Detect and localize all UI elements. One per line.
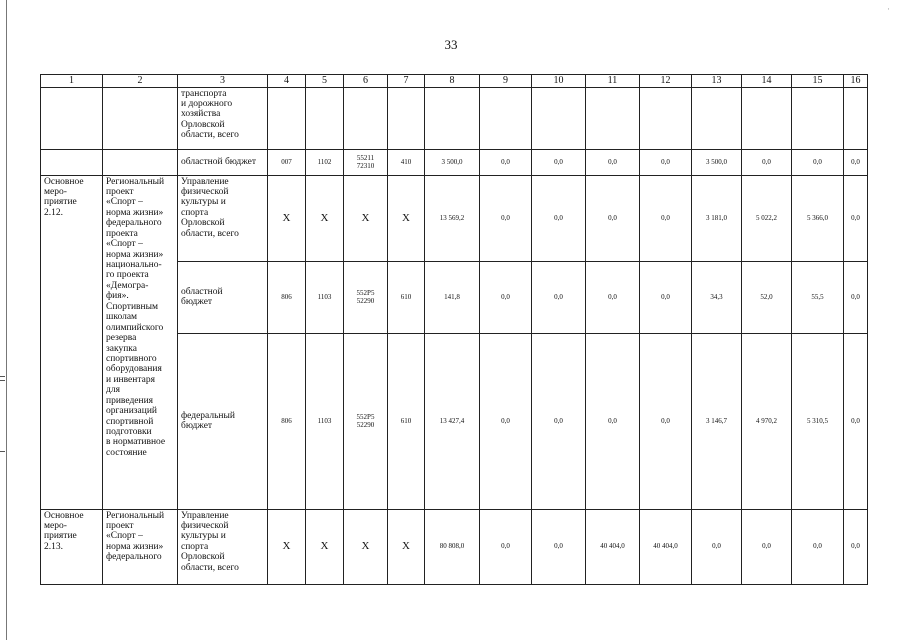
- cell-value: 0,0: [532, 261, 586, 333]
- table-row: [41, 509, 868, 584]
- cell-value: 806: [268, 261, 306, 333]
- cell-value: 13 569,2: [425, 175, 480, 261]
- cell-value: 0,0: [480, 149, 532, 175]
- cell-value: 40 404,0: [640, 509, 692, 584]
- cell-value: 3 500,0: [692, 149, 742, 175]
- cell-value: 0,0: [532, 149, 586, 175]
- cell-value: 0,0: [742, 509, 792, 584]
- cell-value: 0,0: [640, 261, 692, 333]
- cell-value: 0,0: [742, 149, 792, 175]
- cell-value: 141,8: [425, 261, 480, 333]
- cell-value: 0,0: [792, 509, 844, 584]
- cell-value: Х: [306, 509, 344, 584]
- margin-tick: [0, 376, 5, 377]
- cell-value: 552Р5 52290: [344, 333, 388, 509]
- cell-value: 0,0: [844, 261, 868, 333]
- cell-value: Х: [268, 175, 306, 261]
- cell-number: [41, 149, 103, 175]
- cell-value: 552Р5 52290: [344, 261, 388, 333]
- cell-value: 1103: [306, 261, 344, 333]
- cell-value: Х: [268, 509, 306, 584]
- cell-value: 80 808,0: [425, 509, 480, 584]
- cell-value: Х: [388, 175, 425, 261]
- cell-source: Управление физической культуры и спорта Орловской области, всего: [178, 509, 268, 584]
- cell-name: Региональный проект «Спорт – норма жизни» федерального: [103, 509, 178, 584]
- cell-value: 3 500,0: [425, 149, 480, 175]
- column-header: 16: [844, 75, 868, 88]
- cell-value: 0,0: [532, 175, 586, 261]
- cell-value: 0,0: [532, 509, 586, 584]
- cell-value: 610: [388, 333, 425, 509]
- cell-source: областной бюджет: [178, 149, 268, 175]
- cell-number: Основное меро- приятие 2.12.: [41, 175, 103, 509]
- cell-value: 610: [388, 261, 425, 333]
- cell-value: 0,0: [586, 333, 640, 509]
- cell-value: 5 366,0: [792, 175, 844, 261]
- cell-value: 0,0: [532, 333, 586, 509]
- column-header: 12: [640, 75, 692, 88]
- column-header: 9: [480, 75, 532, 88]
- cell-value: 1103: [306, 333, 344, 509]
- cell-value: 0,0: [844, 509, 868, 584]
- cell-value: 0,0: [586, 149, 640, 175]
- cell-value: 3 181,0: [692, 175, 742, 261]
- cell-value: 0,0: [480, 509, 532, 584]
- margin-tick: [0, 451, 5, 452]
- header-row: [41, 75, 868, 88]
- cell-value: 1102: [306, 149, 344, 175]
- cell-value: Х: [344, 509, 388, 584]
- cell-value: 52,0: [742, 261, 792, 333]
- cell-value: 0,0: [480, 333, 532, 509]
- cell-number: Основное меро- приятие 2.13.: [41, 509, 103, 584]
- cell-value: 0,0: [792, 149, 844, 175]
- cell-value: 0,0: [640, 149, 692, 175]
- cell-value: 806: [268, 333, 306, 509]
- cell-value: 0,0: [480, 261, 532, 333]
- cell-value: 0,0: [692, 509, 742, 584]
- cell-value: Х: [388, 509, 425, 584]
- cell-value: 0,0: [586, 175, 640, 261]
- column-header: 15: [792, 75, 844, 88]
- margin-tick: [0, 380, 5, 381]
- cell-name: Региональный проект «Спорт – норма жизни» федерального проекта «Спорт – норма жизни» национально- го проекта «Демогра- фия». Спортивным школам олимпийского резерва закупка спортивного оборудования и инвентаря для приведения организаций спортивной подготовки в нормативное состояние: [103, 175, 178, 509]
- column-header: 4: [268, 75, 306, 88]
- cell-value: 55211 72310: [344, 149, 388, 175]
- cell-value: 40 404,0: [586, 509, 640, 584]
- column-header: 14: [742, 75, 792, 88]
- table-row: [41, 149, 868, 175]
- column-header: 2: [103, 75, 178, 88]
- cell-value: 0,0: [480, 175, 532, 261]
- column-header: 8: [425, 75, 480, 88]
- cell-number: [41, 87, 103, 149]
- table-row: [41, 175, 868, 261]
- table-row: [41, 87, 868, 149]
- cell-value: 5 310,5: [792, 333, 844, 509]
- cell-value: 5 022,2: [742, 175, 792, 261]
- cell-value: Х: [344, 175, 388, 261]
- cell-value: 4 970,2: [742, 333, 792, 509]
- page-number: 33: [444, 37, 458, 52]
- column-header: 1: [41, 75, 103, 88]
- cell-value: 0,0: [844, 149, 868, 175]
- cell-value: 3 146,7: [692, 333, 742, 509]
- budget-table: [40, 74, 868, 585]
- column-header: 6: [344, 75, 388, 88]
- column-header: 3: [178, 75, 268, 88]
- column-header: 7: [388, 75, 425, 88]
- cell-value: 0,0: [844, 175, 868, 261]
- cell-value: 13 427,4: [425, 333, 480, 509]
- binding-line: [6, 0, 7, 640]
- cell-value: 55,5: [792, 261, 844, 333]
- cell-source: областной бюджет: [178, 261, 268, 333]
- cell-source: федеральный бюджет: [178, 333, 268, 509]
- column-header: 11: [586, 75, 640, 88]
- cell-value: 0,0: [640, 175, 692, 261]
- cell-executor: транспорта и дорожного хозяйства Орловской области, всего: [178, 87, 268, 149]
- cell-source: Управление физической культуры и спорта Орловской области, всего: [178, 175, 268, 261]
- cell-value: 0,0: [640, 333, 692, 509]
- cell-value: 0,0: [844, 333, 868, 509]
- cell-value: 007: [268, 149, 306, 175]
- column-header: 5: [306, 75, 344, 88]
- cell-name: [103, 149, 178, 175]
- cell-value: 0,0: [586, 261, 640, 333]
- cell-value: Х: [306, 175, 344, 261]
- column-header: 13: [692, 75, 742, 88]
- cell-value: 410: [388, 149, 425, 175]
- corner-mark: ·: [887, 4, 890, 14]
- cell-name: [103, 87, 178, 149]
- cell-value: 34,3: [692, 261, 742, 333]
- column-header: 10: [532, 75, 586, 88]
